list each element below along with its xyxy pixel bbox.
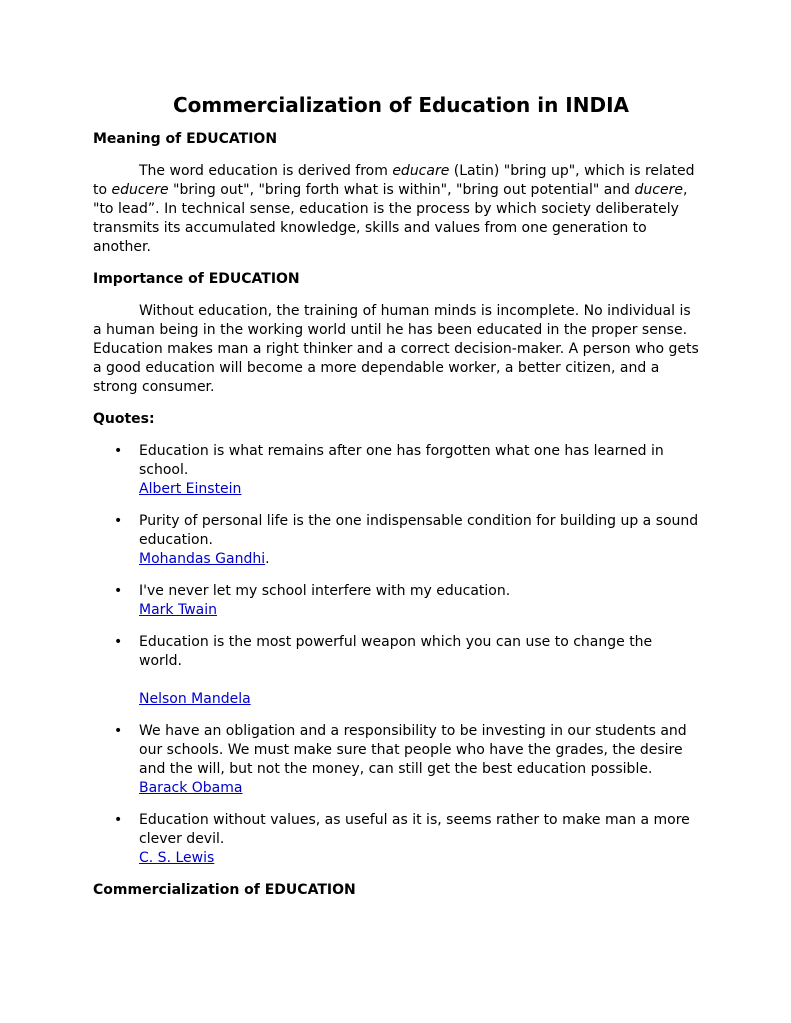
meaning-text: The word education is derived from (139, 163, 393, 179)
attribution-period: . (265, 551, 270, 567)
author-link-twain[interactable]: Mark Twain (139, 602, 217, 618)
meaning-text: , "to lead”. In technical sense, education is the process by which society deliberately transmits its accumulated knowledge, skills and values from one generation to another. (93, 182, 688, 255)
author-link-lewis[interactable]: C. S. Lewis (139, 850, 215, 866)
term-ducere: ducere (634, 182, 683, 198)
bullet-icon: • (114, 583, 123, 599)
meaning-text: (Latin) "bring up", which is related to (93, 163, 695, 198)
meaning-text: "bring out", "bring forth what is within", "bring out potential" and (168, 182, 635, 198)
author-link-gandhi[interactable]: Mohandas Gandhi (139, 551, 266, 567)
author-link-obama[interactable]: Barack Obama (139, 780, 243, 796)
term-educere: educere (111, 182, 169, 198)
quote-item (93, 722, 699, 798)
importance-paragraph: Without education, the training of human minds is incomplete. No individual is a human being in the working world until he has been educated in the proper sense. Education makes man a right thinker and a correct decision-maker. A person who gets a good education will become a more dependable worker, a better citizen, and a strong consumer. (93, 303, 699, 395)
bullet-icon: • (114, 513, 123, 529)
quote-attribution (139, 779, 699, 798)
quote-text: Purity of personal life is the one indispensable condition for building up a sound education. (139, 513, 699, 548)
quote-text: Education is what remains after one has forgotten what one has learned in school. (139, 443, 664, 478)
bullet-icon: • (114, 634, 123, 650)
quote-text: Education without values, as useful as it is, seems rather to make man a more clever devil. (139, 812, 690, 847)
page-title: Commercialization of Education in INDIA (172, 93, 630, 117)
quote-item (93, 811, 699, 868)
quote-attribution (139, 550, 699, 569)
quote-item (93, 512, 699, 569)
quote-attribution (139, 601, 699, 620)
quote-attribution (139, 480, 699, 499)
quotes-list (93, 442, 699, 868)
quote-item (93, 442, 699, 499)
quote-item (93, 633, 699, 709)
meaning-paragraph (93, 162, 699, 257)
bullet-icon: • (114, 443, 123, 459)
quote-item (93, 582, 699, 620)
quote-text: We have an obligation and a responsibility to be investing in our students and our schools. We must make sure that people who have the grades, the desire and the will, but not the money, can still get the best education possible. (139, 723, 687, 777)
section-heading-quotes: Quotes: (93, 411, 155, 427)
section-heading-commercialization: Commercialization of EDUCATION (93, 882, 356, 898)
quote-text: I've never let my school interfere with my education. (139, 583, 511, 599)
bullet-icon: • (114, 723, 123, 739)
document-page (93, 92, 699, 913)
author-link-einstein[interactable]: Albert Einstein (139, 481, 242, 497)
term-educare: educare (392, 163, 450, 179)
section-heading-importance: Importance of EDUCATION (93, 271, 300, 287)
bullet-icon: • (114, 812, 123, 828)
quote-text: Education is the most powerful weapon which you can use to change the world. (139, 634, 653, 669)
quote-attribution (139, 849, 699, 868)
author-link-mandela[interactable]: Nelson Mandela (139, 691, 251, 707)
quote-attribution (139, 690, 699, 709)
section-heading-meaning: Meaning of EDUCATION (93, 131, 278, 147)
